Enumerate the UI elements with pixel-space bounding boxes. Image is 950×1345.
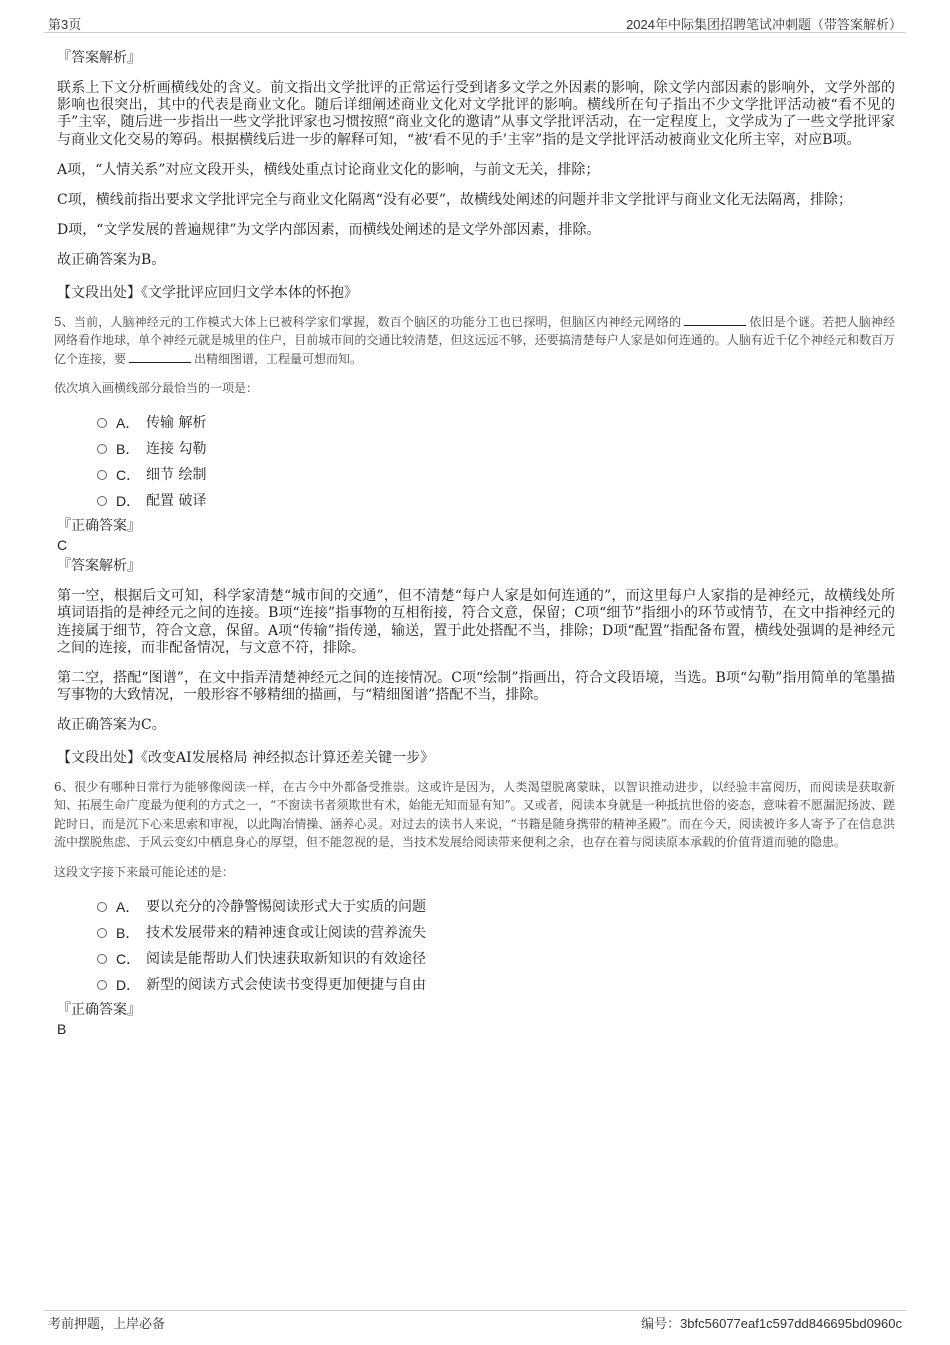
q4-analysis-paragraph: A项，“人情关系”对应文段开头，横线处重点讨论商业文化的影响，与前文无关，排除； <box>57 161 600 178</box>
radio-icon[interactable] <box>97 980 107 990</box>
radio-icon[interactable] <box>97 928 107 938</box>
radio-icon[interactable] <box>97 496 107 506</box>
page-footer <box>48 1313 902 1331</box>
document-title: 2024年中际集团招聘笔试冲刺题（带答案解析） <box>626 17 902 32</box>
q5-stem: 5、当前，人脑神经元的工作模式大体上已被科学家们掌握，数百个脑区的功能分工也已探明，但脑区内神经元网络的 依旧是个谜。若把人脑神经网络看作地球，单个神经元就是城里的住户，目前城市间的交通比较清楚，但这远远不够，还要搞清楚每户人家是如何连通的。人脑有近千亿个神经元和数百万亿个连接，要 出精细图谱，工程量可想而知。 <box>54 314 895 366</box>
q6-option-d[interactable]: D． 新型的阅读方式会使读书变得更加便捷与自由 <box>97 972 895 998</box>
radio-icon[interactable] <box>97 954 107 964</box>
q5-option-d[interactable]: D． 配置 破译 <box>97 488 895 514</box>
q6-stem: 6、很少有哪种日常行为能够像阅读一样，在古今中外都备受推崇。这或许是因为，人类渴望脱离蒙昧，以智识推动进步，以经验丰富阅历，而阅读是获取新知、拓展生命广度最为便利的方式之一，“不窗读书者须欺世有术，始能无知而显有知”。又或者，阅读本身就是一种抵抗世俗的姿态，意味着不愿漏泥扬波、蹉跎时日，而是沉下心来思索和审视，以此陶冶情操、涵养心灵。对过去的读书人来说，“书籍是随身携带的精神圣殿”。而在今天，阅读被许多人寄予了在信息洪流中摆脱焦虑、于风云变幻中栖息身心的厚望，但不能忽视的是，当技术发展给阅读带来便利之余，也存在着与阅读原本承载的价值背道而驰的隐患。 <box>54 779 895 850</box>
q5-options <box>97 410 895 514</box>
q4-analysis-paragraph: D项，“文学发展的普遍规律”为文学内部因素，而横线处阐述的是文学外部因素，排除。 <box>57 222 601 239</box>
q6-options <box>97 894 895 998</box>
q6-option-a[interactable]: A． 要以充分的冷静警惕阅读形式大于实质的问题 <box>97 894 895 920</box>
page-content <box>54 44 895 1038</box>
page-number: 第3页 <box>48 17 82 32</box>
q5-option-a[interactable]: A． 传输 解析 <box>97 410 895 436</box>
q4-analysis-label: 『答案解析』 <box>57 50 141 66</box>
q5-option-c[interactable]: C． 细节 绘制 <box>97 462 895 488</box>
q4-analysis-paragraph: 联系上下文分析画横线处的含义。前文指出文学批评的正常运行受到诸多文学之外因素的影响，除文学内部因素的影响外，文学外部的影响也很突出，其中的代表是商业文化。随后详细阐述商业文化对文学批评的影响。横线所在句子指出不少文学批评活动被“看不见的手”主宰，随后进一步指出一些文学批评家也习惯按照“商业文化的邀请”从事文学批评活动，在一定程度上，文学成为了一些文学批评家与商业文化交易的筹码。根据横线后进一步的解释可知，“被‘看不见的手’主宰”指的是文学批评活动被商业文化所主宰，对应B项。 <box>57 80 895 148</box>
header-divider <box>44 32 906 33</box>
q5-analysis-label: 『答案解析』 <box>57 558 141 575</box>
q5-answer: C <box>57 537 68 554</box>
fill-blank <box>684 315 746 326</box>
fill-blank <box>129 352 191 363</box>
footer-slogan: 考前押题，上岸必备 <box>48 1316 166 1331</box>
page-header <box>48 14 902 32</box>
radio-icon[interactable] <box>97 418 107 428</box>
q4-source: 【文段出处】《文学批评应回归文学本体的怀抱》 <box>57 284 358 301</box>
q5-answer-label: 『正确答案』 <box>57 518 141 535</box>
q5-analysis-paragraph: 第二空，搭配“图谱”，在文中指弄清楚神经元之间的连接情况。C项“绘制”指画出，符合文段语境，当选。B项“勾勒”指用简单的笔墨描写事物的大致情况，一般形容不够精细的描画，与“精细图谱”搭配不当，排除。 <box>57 669 895 704</box>
q6-option-c[interactable]: C． 阅读是能帮助人们快速获取新知识的有效途径 <box>97 946 895 972</box>
q6-answer-label: 『正确答案』 <box>57 1001 141 1018</box>
q4-analysis-paragraph: C项，横线前指出要求文学批评完全与商业文化隔离“没有必要”，故横线处阐述的问题并非文学批评与商业文化无法隔离，排除； <box>57 192 853 209</box>
q5-conclusion: 故正确答案为C。 <box>57 717 166 734</box>
document-id: 编号：3bfc56077eaf1c597dd846695bd0960c <box>641 1316 902 1331</box>
footer-divider <box>44 1310 906 1311</box>
radio-icon[interactable] <box>97 902 107 912</box>
q5-prompt: 依次填入画横线部分最恰当的一项是： <box>54 381 259 396</box>
q5-source: 【文段出处】《改变AI发展格局 神经拟态计算还差关键一步》 <box>57 749 435 766</box>
q6-answer: B <box>57 1020 67 1037</box>
radio-icon[interactable] <box>97 470 107 480</box>
q6-prompt: 这段文字接下来最可能论述的是： <box>54 864 235 879</box>
q5-analysis-paragraph: 第一空，根据后文可知，科学家清楚“城市间的交通”，但不清楚“每户人家是如何连通的”，而这里每户人家指的是神经元，故横线处所填词语指的是神经元之间的连接。B项“连接”指事物的互相衔接，符合文意，保留；C项“细节”指细小的环节或情节，在文中指神经元的连接属于细节，符合文意，保留。A项“传输”指传递，输送，置于此处搭配不当，排除；D项“配置”指配备布置，横线处强调的是神经元之间的连接，而非配备情况，与文意不符，排除。 <box>57 588 895 656</box>
q4-conclusion: 故正确答案为B。 <box>57 252 166 269</box>
q5-option-b[interactable]: B． 连接 勾勒 <box>97 436 895 462</box>
q6-option-b[interactable]: B． 技术发展带来的精神速食或让阅读的营养流失 <box>97 920 895 946</box>
radio-icon[interactable] <box>97 444 107 454</box>
